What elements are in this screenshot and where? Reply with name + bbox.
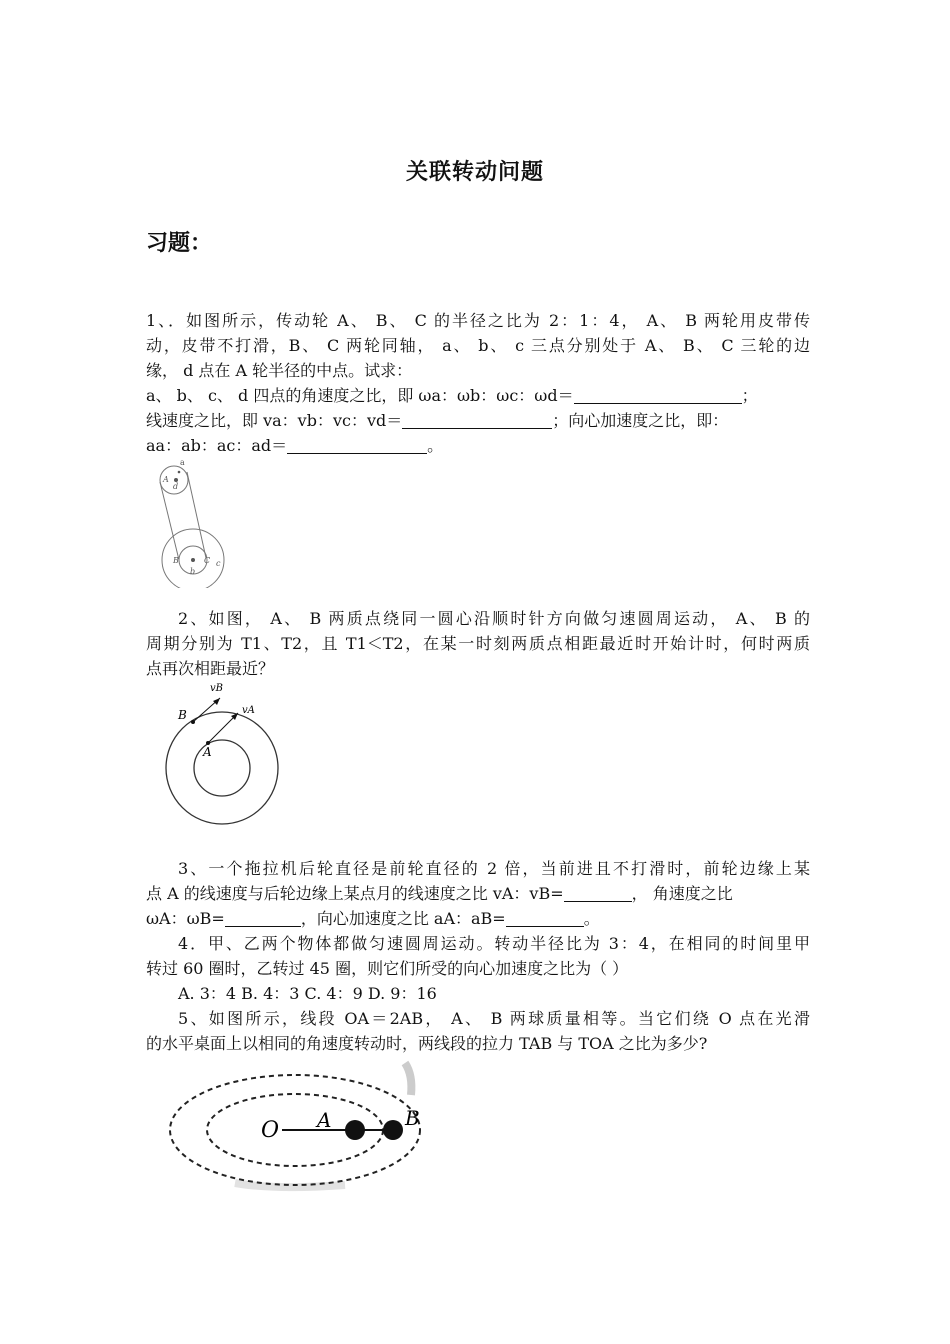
section-heading: 习题： <box>146 230 213 256</box>
q3-line-2 <box>146 881 810 906</box>
q1-linear-ratio-text: 线速度之比，即 va：vb：vc：vd＝ <box>146 411 403 430</box>
fig1-label-B: B <box>173 556 179 565</box>
q3-line-3-suffix: 。 <box>583 909 600 928</box>
fig2-label-vB: vB <box>210 683 223 694</box>
fig5-label-O: O <box>261 1118 280 1143</box>
fig1-label-d: d <box>173 482 179 491</box>
q1-line-4-suffix: ； <box>741 386 758 405</box>
fig2-label-A: A <box>203 745 212 759</box>
q1-line-5 <box>146 408 810 433</box>
fig1-label-c: c <box>216 559 221 568</box>
q1-angular-ratio-text: a、 b、 c、 d 四点的角速度之比，即 ωa：ωb：ωc：ωd＝ <box>146 386 574 405</box>
fig1-label-b: b <box>190 567 196 576</box>
q1-accel-ratio-text: aa：ab：ac：ad＝ <box>146 436 288 455</box>
q1-linear-ratio-blank[interactable] <box>402 412 552 429</box>
q1-line-6-suffix: 。 <box>427 436 444 455</box>
q2-line-1: 2、如图， A、 B 两质点绕同一圆心沿顺时针方向做匀速圆周运动， A、 B 的 <box>178 609 810 628</box>
q3-line-3 <box>146 906 810 931</box>
q2-line-2: 周期分别为 T1、T2，且 T1＜T2，在某一时刻两质点相距最近时开始计时，何时两质 <box>146 634 810 653</box>
q4-line-1: 4．甲、乙两个物体都做匀速圆周运动。转动半径比为 3：4，在相同的时间里甲 <box>178 934 810 953</box>
q3-linear-ratio-text: 点 A 的线速度与后轮边缘上某点月的线速度之比 vA：vB= <box>146 884 564 903</box>
q3-accel-ratio-blank[interactable] <box>506 910 584 927</box>
fig1-label-A: A <box>163 475 169 484</box>
q3-angular-ratio-blank[interactable] <box>225 910 301 927</box>
q1-pulley-figure <box>150 458 250 588</box>
q5-rotation-figure <box>165 1055 435 1195</box>
q1-line-2: 动，皮带不打滑，B、 C 两轮同轴， a、 b、 c 三点分别处于 A、 B、 C 三轮的边 <box>146 336 810 355</box>
q4-line-2: 转过 60 圈时，乙转过 45 圈，则它们所受的向心加速度之比为（ ） <box>146 959 629 978</box>
q1-line-5-suffix: ；向心加速度之比，即： <box>552 411 729 430</box>
fig1-label-C: C <box>204 556 211 565</box>
q4-options: A. 3：4 B. 4：3 C. 4：9 D. 9：16 <box>178 984 437 1003</box>
q3-line-2-suffix: ， 角速度之比 <box>631 884 733 903</box>
q2-circles-figure <box>160 680 285 830</box>
fig2-label-vA: vA <box>242 705 255 716</box>
q3-line-1: 3、一个拖拉机后轮直径是前轮直径的 2 倍，当前进且不打滑时，前轮边缘上某 <box>178 859 810 878</box>
fig1-label-a: a <box>180 458 185 467</box>
q5-line-1: 5、如图所示，线段 OA＝2AB， A、 B 两球质量相等。当它们绕 O 点在光滑 <box>178 1009 810 1028</box>
q1-accel-ratio-blank[interactable] <box>287 437 427 454</box>
page-title: 关联转动问题 <box>405 159 544 185</box>
q5-line-2: 的水平桌面上以相同的角速度转动时，两线段的拉力 TAB 与 TOA 之比为多少? <box>146 1034 708 1053</box>
q1-line-6 <box>146 433 810 458</box>
q1-line-4 <box>146 383 810 408</box>
q3-linear-ratio-blank[interactable] <box>564 885 632 902</box>
q1-line-3: 缘， d 点在 A 轮半径的中点。试求： <box>146 361 413 380</box>
q1-angular-ratio-blank[interactable] <box>574 387 742 404</box>
q3-angular-ratio-text: ωA：ωB= <box>146 909 225 928</box>
fig5-label-A: A <box>317 1108 332 1132</box>
q3-accel-ratio-text: ，向心加速度之比 aA：aB= <box>300 909 506 928</box>
q2-line-3: 点再次相距最近？ <box>146 659 275 678</box>
q1-line-1: 1、．如图所示，传动轮 A、 B、 C 的半径之比为 2：1：4， A、 B 两轮用皮带传 <box>146 311 810 330</box>
fig5-label-B: B <box>405 1106 420 1130</box>
fig2-label-B: B <box>178 708 187 722</box>
